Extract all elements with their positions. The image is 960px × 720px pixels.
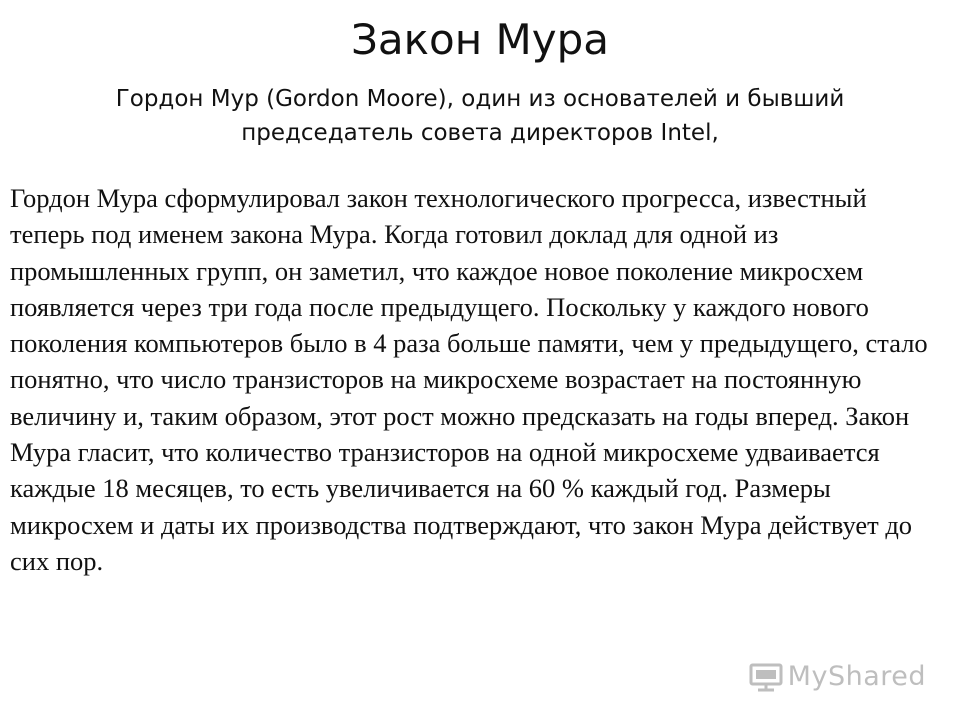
- slide-title: Закон Мура: [350, 15, 610, 64]
- slide-subtitle: Гордон Мур (Gordon Moore), один из основателей и бывший председатель совета директоров Intel,: [115, 86, 845, 146]
- projector-screen-icon: [748, 662, 784, 692]
- watermark: [748, 661, 926, 692]
- watermark-text: MyShared: [787, 661, 926, 692]
- slide-body-text: Гордон Мура сформулировал закон технологического прогресса, известный теперь под именем закона Мура. Когда готовил доклад для одной из промышленных групп, он заметил, что каждое новое поколение микросхем появляется через три года после предыдущего. Поскольку у каждого нового поколения компьютеров было в 4 раза больше памяти, чем у предыдущего, стало понятно, что число транзисторов на микросхеме возрастает на постоянную величину и, таким образом, этот рост можно предсказать на годы вперед. Закон Мура гласит, что количество транзисторов на одной микросхеме удваивается каждые 18 месяцев, то есть увеличивается на 60 % каждый год. Размеры микросхем и даты их производства подтверждают, что закон Мура действует до сих пор.: [10, 183, 928, 576]
